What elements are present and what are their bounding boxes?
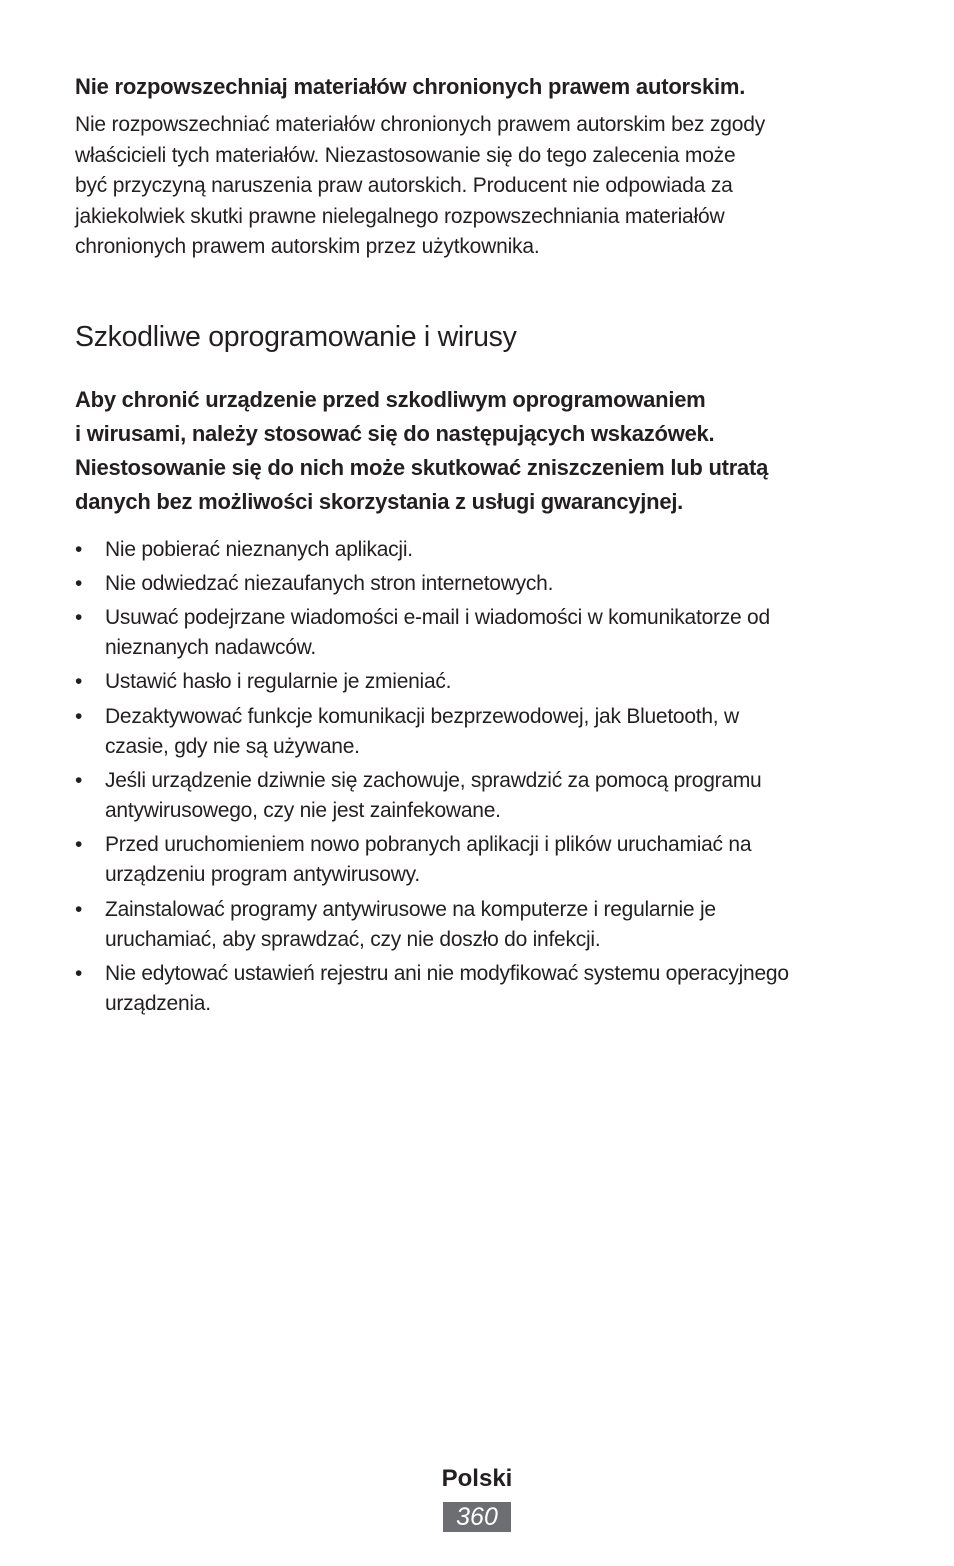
list-item-text: Nie edytować ustawień rejestru ani nie modyfikować systemu operacyjnego xyxy=(105,961,789,985)
list-item-text: urządzeniu program antywirusowy. xyxy=(105,863,420,887)
page-content xyxy=(75,72,880,1023)
bullet-icon: • xyxy=(75,897,83,921)
bullet-icon: • xyxy=(75,571,83,595)
copyright-text-line: właścicieli tych materiałów. Niezastosowanie się do tego zalecenia może xyxy=(75,143,736,167)
list-item xyxy=(75,766,880,826)
list-item-text: uruchamiać, aby sprawdzać, czy nie doszło do infekcji. xyxy=(105,927,601,951)
malware-tips-list xyxy=(75,535,880,1019)
copyright-text-line: jakiekolwiek skutki prawne nielegalnego rozpowszechniania materiałów xyxy=(75,204,725,228)
list-item-text: Nie odwiedzać niezaufanych stron internetowych. xyxy=(105,571,554,595)
list-item xyxy=(75,667,880,697)
copyright-text-line: Nie rozpowszechniać materiałów chronionych prawem autorskim bez zgody xyxy=(75,113,766,136)
list-item-text: urządzenia. xyxy=(105,991,211,1015)
bullet-icon: • xyxy=(75,704,83,728)
list-item xyxy=(75,959,880,1019)
list-item xyxy=(75,569,880,599)
page-number-badge: 360 xyxy=(443,1502,511,1532)
section-heading-malware: Szkodliwe oprogramowanie i wirusy xyxy=(75,320,517,353)
list-item-text: Przed uruchomieniem nowo pobranych aplikacji i plików uruchamiać na xyxy=(105,833,752,857)
intro-text-line: Aby chronić urządzenie przed szkodliwym oprogramowaniem xyxy=(75,386,706,412)
list-item xyxy=(75,702,880,762)
footer-language-label: Polski xyxy=(441,1465,513,1492)
list-item xyxy=(75,603,880,663)
intro-text-line: Niestosowanie się do nich może skutkować zniszczeniem lub utratą xyxy=(75,454,769,480)
bullet-icon: • xyxy=(75,606,83,630)
copyright-warning-text xyxy=(75,110,865,263)
intro-text-line: i wirusami, należy stosować się do następujących wskazówek. xyxy=(75,420,715,446)
bullet-icon: • xyxy=(75,833,83,857)
list-item-text: Zainstalować programy antywirusowe na komputerze i regularnie je xyxy=(105,897,716,921)
list-item xyxy=(75,895,880,955)
malware-intro-text xyxy=(75,383,875,519)
list-item-text: czasie, gdy nie są używane. xyxy=(105,734,360,758)
list-item-text: Jeśli urządzenie dziwnie się zachowuje, sprawdzić za pomocą programu xyxy=(105,768,762,792)
list-item-text: Dezaktywować funkcje komunikacji bezprzewodowej, jak Bluetooth, w xyxy=(105,704,739,728)
page-footer xyxy=(0,1463,954,1532)
bullet-icon: • xyxy=(75,961,83,985)
list-item-text: Usuwać podejrzane wiadomości e-mail i wiadomości w komunikatorze od xyxy=(105,606,770,630)
intro-text-line: danych bez możliwości skorzystania z usługi gwarancyjnej. xyxy=(75,488,684,514)
list-item-text: Ustawić hasło i regularnie je zmieniać. xyxy=(105,670,452,694)
bullet-icon: • xyxy=(75,768,83,792)
copyright-warning-title: Nie rozpowszechniaj materiałów chronionych prawem autorskim. xyxy=(75,74,746,99)
copyright-text-line: być przyczyną naruszenia praw autorskich. Producent nie odpowiada za xyxy=(75,174,733,197)
list-item xyxy=(75,830,880,890)
list-item-text: nieznanych nadawców. xyxy=(105,636,316,660)
list-item xyxy=(75,535,880,565)
bullet-icon: • xyxy=(75,670,83,694)
bullet-icon: • xyxy=(75,537,83,561)
copyright-text-line: chronionych prawem autorskim przez użytkownika. xyxy=(75,235,540,258)
list-item-text: Nie pobierać nieznanych aplikacji. xyxy=(105,537,413,561)
list-item-text: antywirusowego, czy nie jest zainfekowane. xyxy=(105,798,501,822)
